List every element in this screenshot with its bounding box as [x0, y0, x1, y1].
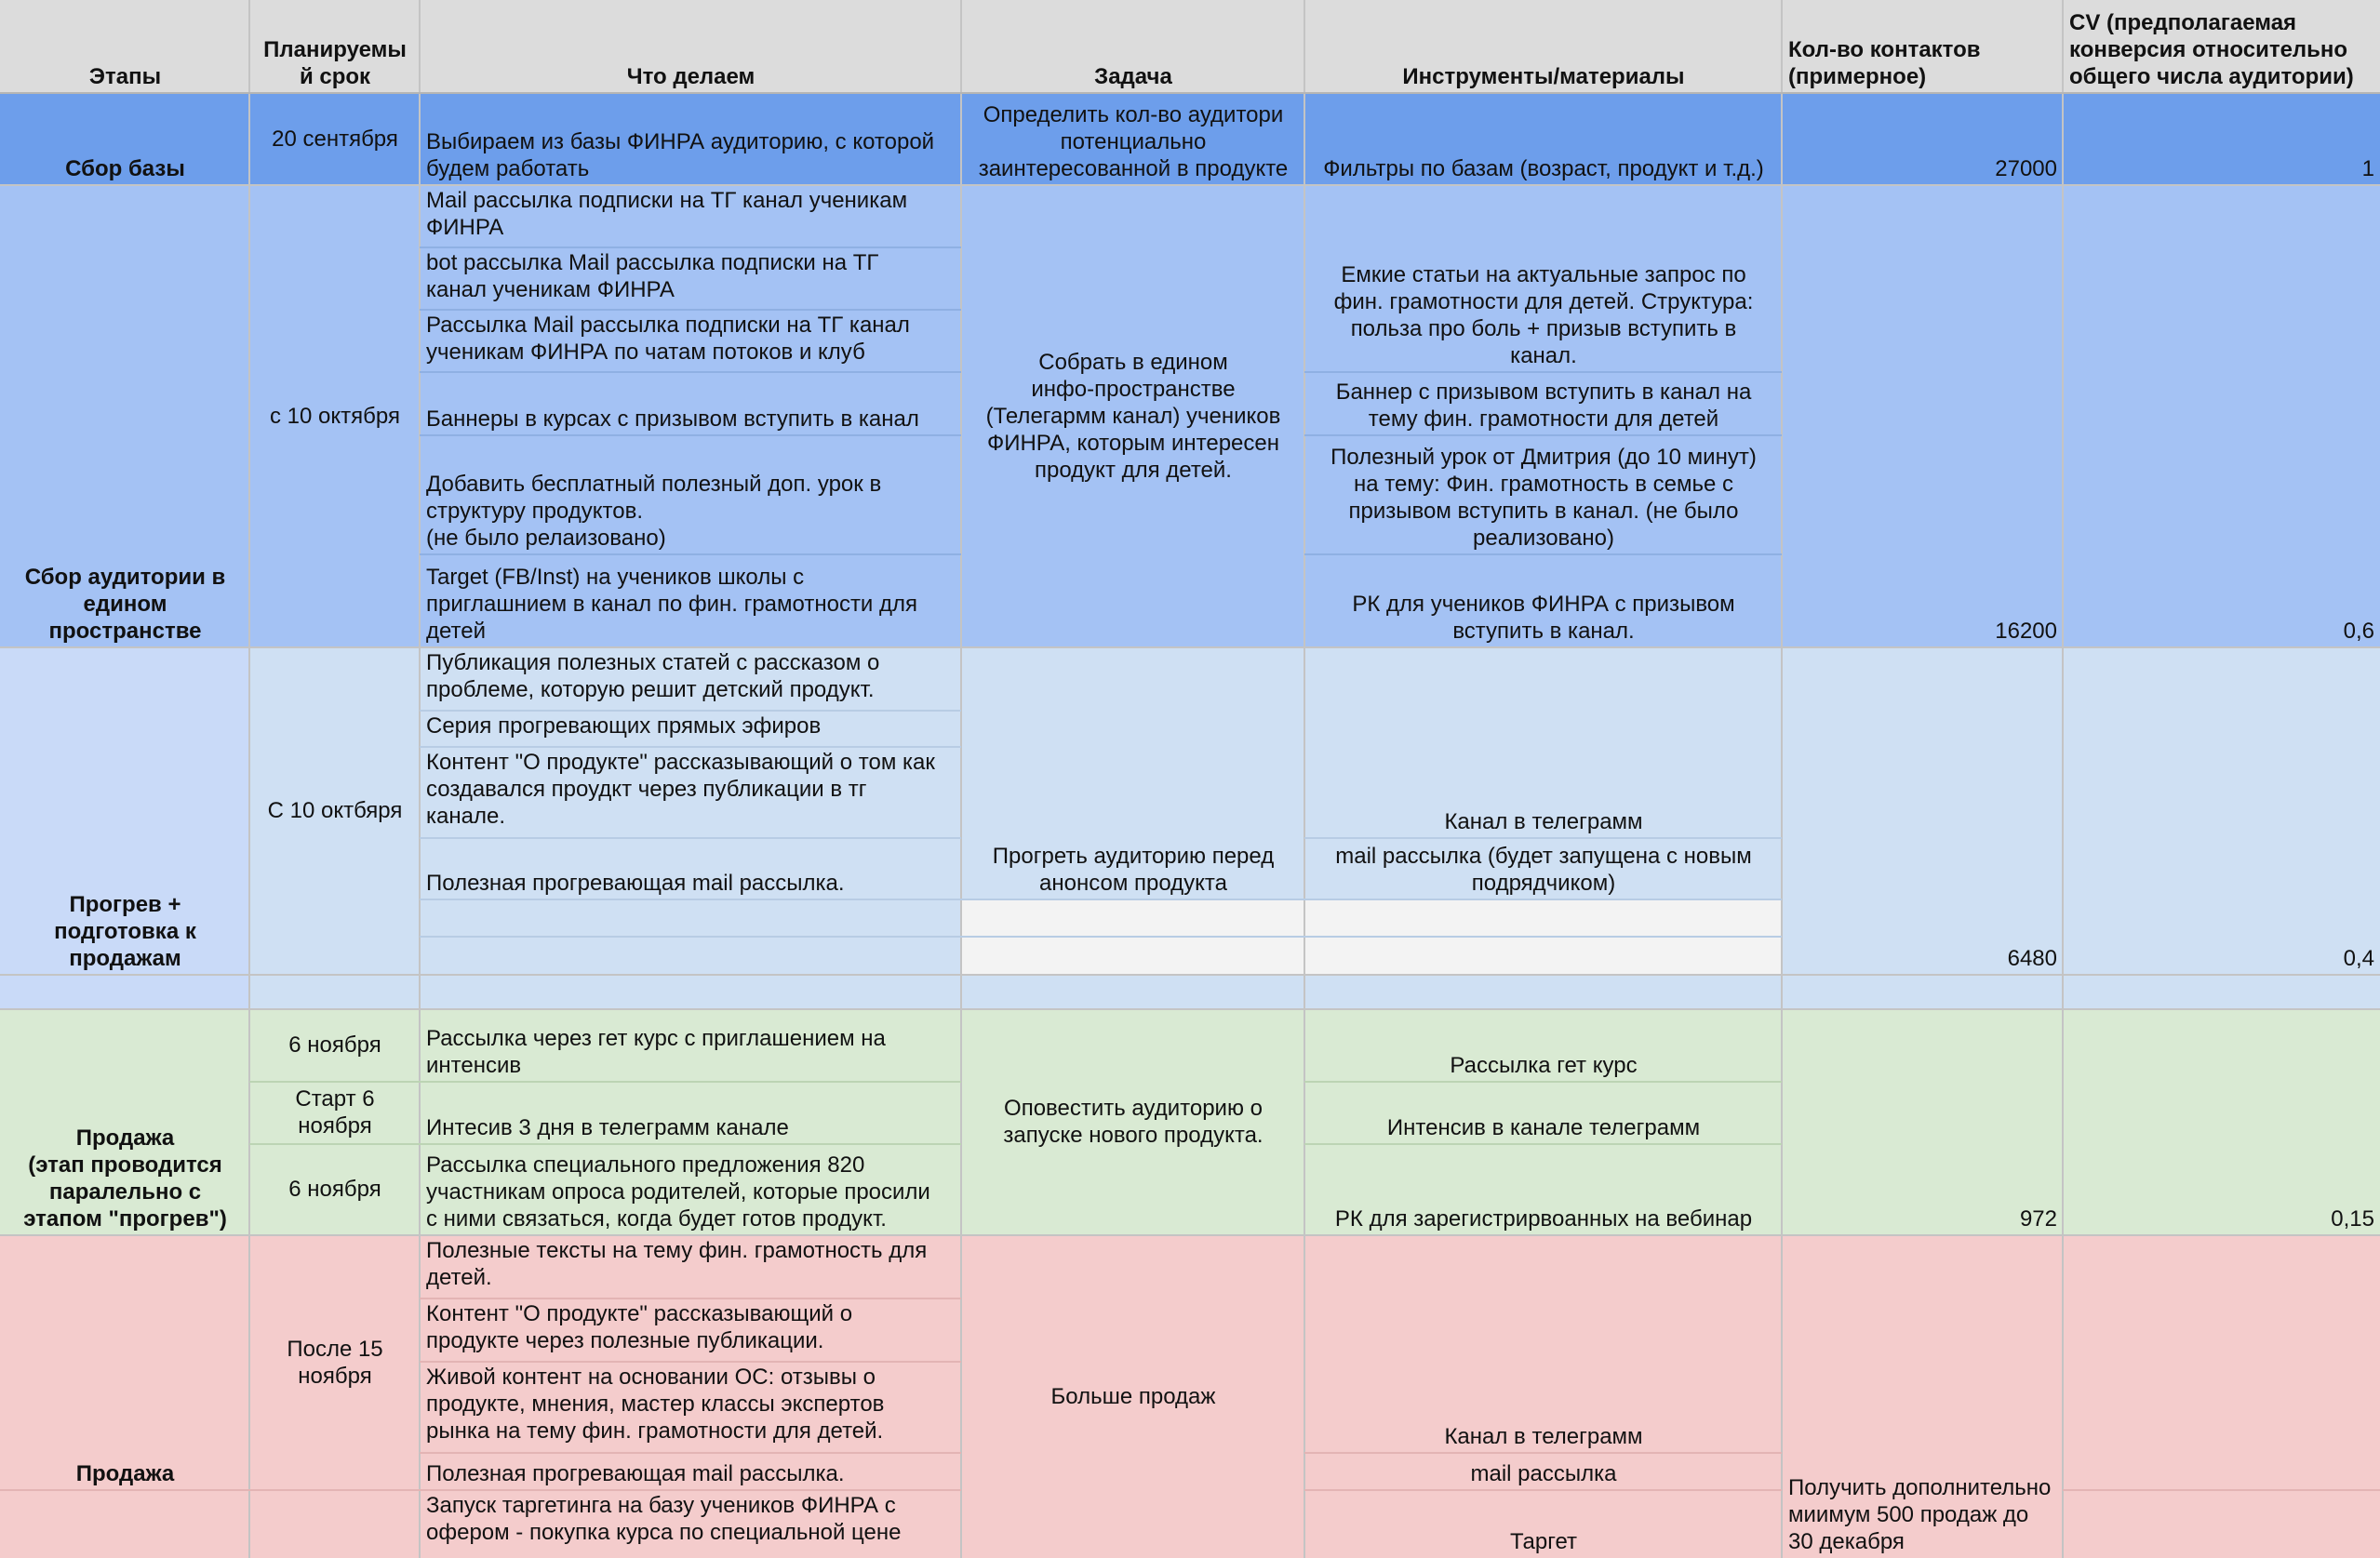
action-cell[interactable]: Полезные тексты на тему фин. грамотность для детей. [420, 1235, 961, 1298]
contacts-cell[interactable]: Получить дополнительно миимум 500 продаж до 30 декабря [1782, 1235, 2063, 1558]
grid-line [420, 1452, 961, 1454]
spacer-row[interactable] [249, 975, 2380, 1009]
term-cell[interactable]: С 10 октбяря [249, 647, 420, 975]
grid-line [1304, 371, 1782, 373]
contacts-cell[interactable]: 16200 [1782, 185, 2063, 647]
grid-line [0, 974, 2380, 976]
tool-cell[interactable]: mail рассылка (будет запущена с новым подрядчиком) [1304, 838, 1782, 899]
cv-cell[interactable]: 1 [2063, 93, 2380, 185]
tool-cell[interactable]: mail рассылка [1304, 1453, 1782, 1490]
action-cell[interactable]: Рассылка через гет курс с приглашением на интенсив [420, 1009, 961, 1082]
tool-cell[interactable]: Рассылка гет курс [1304, 1009, 1782, 1082]
grid-line [249, 1081, 961, 1083]
grid-line [420, 746, 961, 748]
tool-cell[interactable]: РК для учеников ФИНРА с призывом вступить в канал. [1304, 554, 1782, 647]
action-cell[interactable]: Баннеры в курсах с призывом вступить в канал [420, 372, 961, 435]
grid-line [420, 710, 961, 712]
empty-cell[interactable] [420, 937, 961, 975]
header-task[interactable]: Задача [961, 0, 1304, 93]
action-cell[interactable]: Добавить бесплатный полезный доп. урок в структуру продуктов. (не было релаизовано) [420, 435, 961, 554]
grid-line [1304, 553, 1782, 555]
grid-line [1304, 1143, 1782, 1145]
spacer-cell[interactable] [0, 975, 249, 1009]
task-cell[interactable]: Определить кол-во аудитори потенциально заинтересованной в продукте [961, 93, 1304, 185]
grid-line [420, 837, 961, 839]
grid-line [1304, 1081, 1782, 1083]
stage-sales[interactable]: Продажа [0, 1235, 249, 1490]
grid-line [0, 646, 2380, 648]
tool-cell[interactable]: Баннер с призывом вступить в канал на тему фин. грамотности для детей [1304, 372, 1782, 435]
tool-cell[interactable]: РК для зарегистрирвоанных на вебинар [1304, 1144, 1782, 1235]
grid-line [1304, 837, 1782, 839]
empty-cell[interactable] [420, 899, 961, 937]
header-what[interactable]: Что делаем [420, 0, 961, 93]
action-cell[interactable]: Mail рассылка подписки на ТГ канал ученикам ФИНРА [420, 185, 961, 247]
grid-line [420, 899, 1782, 900]
grid-line [1304, 1452, 1782, 1454]
empty-cell[interactable] [0, 1490, 249, 1558]
grid-line [420, 309, 961, 311]
action-cell[interactable]: Запуск таргетинга на базу учеников ФИНРА с офером - покупка курса по специальной цене [420, 1490, 961, 1558]
action-cell[interactable]: Выбираем из базы ФИНРА аудиторию, с которой будем работать [420, 93, 961, 185]
cv-cell[interactable]: 0,6 [2063, 185, 2380, 647]
header-cv[interactable]: CV (предполагаемая конверсия относительно общего числа аудитории) [2063, 0, 2380, 93]
action-cell[interactable]: Публикация полезных статей с рассказом о проблеме, которую решит детский продукт. [420, 647, 961, 711]
action-cell[interactable]: bot рассылка Mail рассылка подписки на ТГ канал ученикам ФИНРА [420, 247, 961, 310]
term-cell[interactable]: 20 сентября [249, 93, 420, 185]
grid-line [420, 246, 961, 248]
tool-cell[interactable]: Таргет [1304, 1490, 1782, 1558]
grid-line [1781, 0, 1783, 1558]
term-cell[interactable]: Старт 6 ноября [249, 1082, 420, 1144]
action-cell[interactable]: Серия прогревающих прямых эфиров [420, 711, 961, 747]
action-cell[interactable]: Интесив 3 дня в телеграмм канале [420, 1082, 961, 1144]
grid-line [420, 1298, 961, 1299]
grid-line [0, 1008, 2380, 1010]
tool-cell[interactable]: Интенсив в канале телеграмм [1304, 1082, 1782, 1144]
tool-cell[interactable]: Полезный урок от Дмитрия (до 10 минут) на тему: Фин. грамотность в семье с призывом вступить в канал. (не было реализовано) [1304, 435, 1782, 554]
stage-collect-base[interactable]: Сбор базы [0, 93, 249, 185]
grid-line [249, 1143, 961, 1145]
grid-line [2063, 1489, 2380, 1491]
grid-line [0, 92, 2380, 94]
tool-cell[interactable]: Канал в телеграмм [1304, 1235, 1782, 1453]
term-cell[interactable]: 6 ноября [249, 1009, 420, 1082]
task-cell[interactable]: Оповестить аудиторию о запуске нового продукта. [961, 1009, 1304, 1235]
header-stages[interactable]: Этапы [0, 0, 249, 93]
header-tools[interactable]: Инструменты/материалы [1304, 0, 1782, 93]
action-cell[interactable]: Полезная прогревающая mail рассылка. [420, 1453, 961, 1490]
task-cell[interactable]: Собрать в едином инфо-пространстве (Телегармм канал) учеников ФИНРА, которым интересен продукт для детей. [961, 185, 1304, 647]
grid-line [1304, 434, 1782, 436]
cv-cell[interactable] [2063, 1235, 2380, 1490]
grid-line [420, 371, 961, 373]
stage-warmup[interactable]: Прогрев + подготовка к продажам [0, 647, 249, 975]
contacts-cell[interactable]: 6480 [1782, 647, 2063, 975]
grid-line [0, 1234, 2380, 1236]
grid-line [2062, 0, 2064, 1558]
tool-cell[interactable]: Канал в телеграмм [1304, 647, 1782, 838]
grid-line [1304, 1489, 1782, 1491]
stage-sales-parallel[interactable]: Продажа (этап проводится паралельно с этапом "прогрев") [0, 1009, 249, 1235]
action-cell[interactable]: Контент "О продукте" рассказывающий о продукте через полезные публикации. [420, 1298, 961, 1362]
action-cell[interactable]: Target (FB/Inst) на учеников школы с приглашнием в канал по фин. грамотности для детей [420, 554, 961, 647]
empty-cell[interactable] [249, 1490, 420, 1558]
empty-cell[interactable] [2063, 1490, 2380, 1558]
contacts-cell[interactable]: 27000 [1782, 93, 2063, 185]
grid-line [0, 1489, 961, 1491]
grid-line [420, 936, 1782, 938]
contacts-cell[interactable]: 972 [1782, 1009, 2063, 1235]
action-cell[interactable]: Рассылка Mail рассылка подписки на ТГ канал ученикам ФИНРА по чатам потоков и клуб [420, 310, 961, 372]
grid-line [960, 0, 962, 1558]
task-cell[interactable]: Больше продаж [961, 1235, 1304, 1558]
action-cell[interactable]: Полезная прогревающая mail рассылка. [420, 838, 961, 899]
grid-line [419, 0, 421, 1558]
cv-cell[interactable]: 0,4 [2063, 647, 2380, 975]
term-cell[interactable]: 6 ноября [249, 1144, 420, 1235]
action-cell[interactable]: Живой контент на основании ОС: отзывы о продукте, мнения, мастер классы экспертов рынка на тему фин. грамотности для детей. [420, 1362, 961, 1453]
grid-line [0, 184, 2380, 186]
grid-line [420, 434, 961, 436]
task-cell[interactable]: Прогреть аудиторию перед анонсом продукта [961, 647, 1304, 899]
header-contacts[interactable]: Кол-во контактов (примерное) [1782, 0, 2063, 93]
header-term[interactable]: Планируемы й срок [249, 0, 420, 93]
tool-cell[interactable]: Фильтры по базам (возраст, продукт и т.д.) [1304, 93, 1782, 185]
grid-line [248, 0, 250, 1558]
action-cell[interactable]: Контент "О продукте" рассказывающий о том как создавался проудкт через публикации в тг канале. [420, 747, 961, 838]
term-cell[interactable]: с 10 октября [249, 185, 420, 647]
cv-cell[interactable]: 0,15 [2063, 1009, 2380, 1235]
action-cell[interactable]: Рассылка специального предложения 820 участникам опроса родителей, которые просили с ними связаться, когда будет готов продукт. [420, 1144, 961, 1235]
term-cell[interactable]: После 15 ноября [249, 1235, 420, 1490]
tool-cell[interactable]: Емкие статьи на актуальные запрос по фин. грамотности для детей. Структура: польза про боль + призыв вступить в канал. [1304, 185, 1782, 372]
grid-line [420, 1361, 961, 1363]
stage-gather-audience[interactable]: Сбор аудитории в едином пространстве [0, 185, 249, 647]
grid-line [1304, 0, 1305, 1558]
grid-line [420, 553, 961, 555]
